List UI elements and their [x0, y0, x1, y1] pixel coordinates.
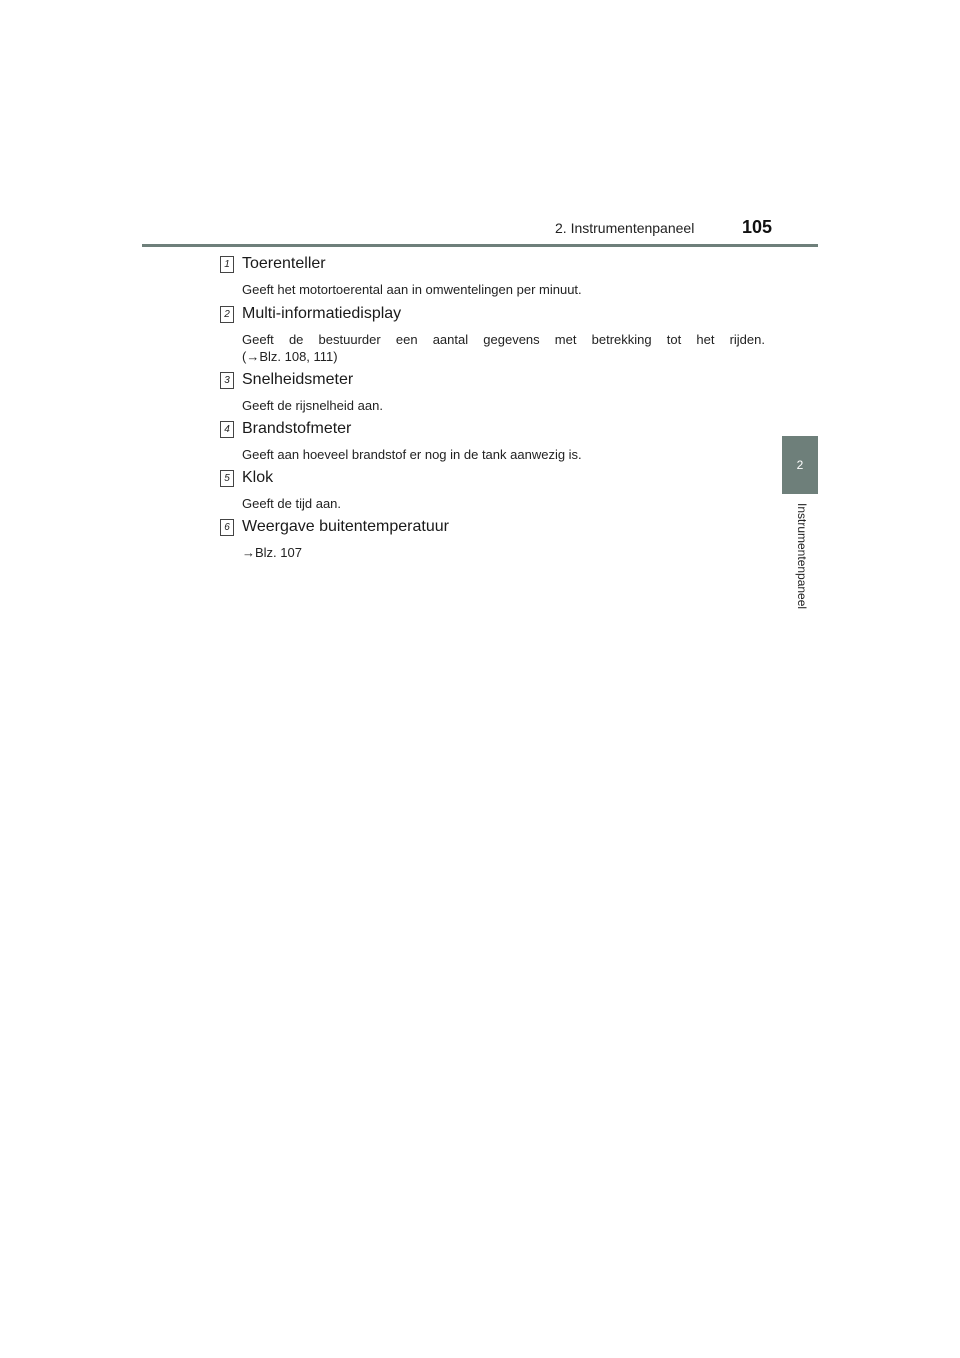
item-title: Toerenteller	[242, 255, 326, 272]
chapter-number: 2	[796, 458, 804, 472]
item-description-reference: (→Blz. 108, 111)	[242, 349, 338, 364]
item-number-badge: 3	[220, 372, 234, 389]
section-title: 2. Instrumentenpaneel	[555, 220, 695, 236]
item-description: Geeft het motortoerental aan in omwentelingen per minuut.	[242, 282, 582, 297]
header-divider	[142, 244, 818, 247]
item-number-badge: 6	[220, 519, 234, 536]
chapter-side-label: Instrumentenpaneel	[795, 503, 809, 610]
item-title: Klok	[242, 469, 274, 486]
item-title: Snelheidsmeter	[242, 371, 354, 388]
item-number-badge: 1	[220, 256, 234, 273]
item-description-line: Geeft de bestuurder een aantal gegevens met betrekking tot het rijden.	[242, 332, 765, 347]
item-description: →Blz. 107	[242, 545, 302, 560]
item-number-badge: 4	[220, 421, 234, 438]
item-title: Brandstofmeter	[242, 420, 352, 437]
item-number-badge: 5	[220, 470, 234, 487]
item-description	[242, 331, 765, 365]
item-description: Geeft de tijd aan.	[242, 496, 342, 511]
item-description: Geeft aan hoeveel brandstof er nog in de tank aanwezig is.	[242, 447, 582, 462]
item-title: Multi-informatiedisplay	[242, 305, 402, 322]
item-description: Geeft de rijsnelheid aan.	[242, 398, 383, 413]
item-number-badge: 2	[220, 306, 234, 323]
page-number: 105	[742, 217, 773, 237]
chapter-tab	[782, 436, 818, 494]
item-title: Weergave buitentemperatuur	[242, 518, 449, 535]
